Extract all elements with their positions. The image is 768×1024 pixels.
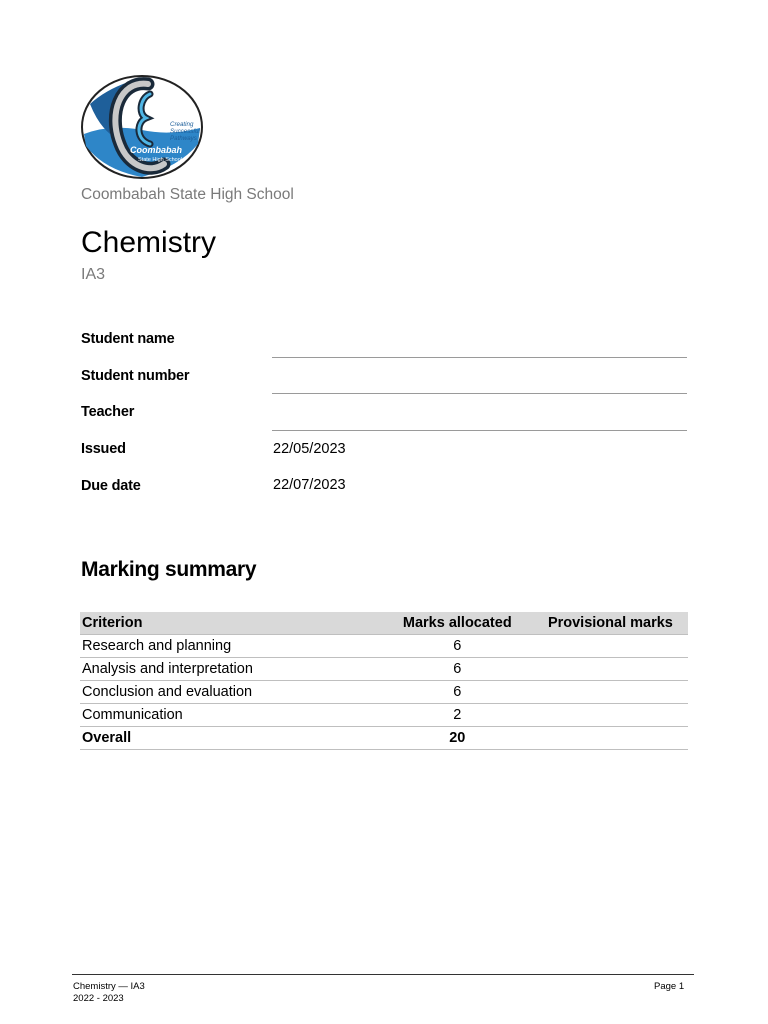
criterion-cell: Analysis and interpretation [80, 658, 382, 681]
student-name-line[interactable] [272, 357, 687, 358]
logo-tagline-3: Pathways [170, 135, 197, 142]
table-row [80, 681, 688, 704]
criterion-cell: Conclusion and evaluation [80, 681, 382, 704]
table-row-overall [80, 727, 688, 750]
table-header-row [80, 612, 688, 635]
overall-allocated-cell: 20 [382, 727, 533, 750]
teacher-line[interactable] [272, 430, 687, 431]
criterion-cell: Research and planning [80, 635, 382, 658]
allocated-cell: 6 [382, 635, 533, 658]
footer-page-number: Page 1 [654, 981, 685, 992]
allocated-cell: 6 [382, 658, 533, 681]
logo-tagline-2: Successful [170, 128, 200, 135]
allocated-cell: 6 [382, 681, 533, 704]
table-row [80, 704, 688, 727]
footer-doc-title: Chemistry — IA3 [73, 981, 145, 992]
page-subtitle: IA3 [81, 266, 106, 283]
student-number-label: Student number [81, 368, 190, 384]
logo-tagline-1: Creating [170, 121, 194, 128]
overall-label-cell: Overall [80, 727, 382, 750]
student-number-line[interactable] [272, 393, 687, 394]
overall-provisional-cell[interactable] [533, 727, 688, 750]
due-date-label: Due date [81, 478, 141, 494]
footer-divider [72, 974, 694, 975]
school-logo [80, 74, 204, 180]
teacher-label: Teacher [81, 404, 135, 420]
table-row [80, 658, 688, 681]
column-header-criterion: Criterion [80, 612, 382, 635]
due-date-value: 22/07/2023 [273, 477, 346, 493]
page-title: Chemistry [81, 226, 217, 259]
provisional-cell[interactable] [533, 681, 688, 704]
school-name: Coombabah State High School [81, 186, 294, 203]
marking-summary-heading: Marking summary [81, 558, 257, 581]
footer-year: 2022 - 2023 [73, 993, 124, 1004]
issued-label: Issued [81, 441, 126, 457]
marking-summary-table [80, 612, 688, 750]
allocated-cell: 2 [382, 704, 533, 727]
provisional-cell[interactable] [533, 658, 688, 681]
logo-sub: State High School [138, 157, 183, 163]
student-name-label: Student name [81, 331, 175, 347]
provisional-cell[interactable] [533, 704, 688, 727]
provisional-cell[interactable] [533, 635, 688, 658]
criterion-cell: Communication [80, 704, 382, 727]
table-row [80, 635, 688, 658]
column-header-marks-allocated: Marks allocated [382, 612, 533, 635]
issued-value: 22/05/2023 [273, 441, 346, 457]
column-header-provisional-marks: Provisional marks [533, 612, 688, 635]
logo-name: Coombabah [130, 145, 183, 155]
